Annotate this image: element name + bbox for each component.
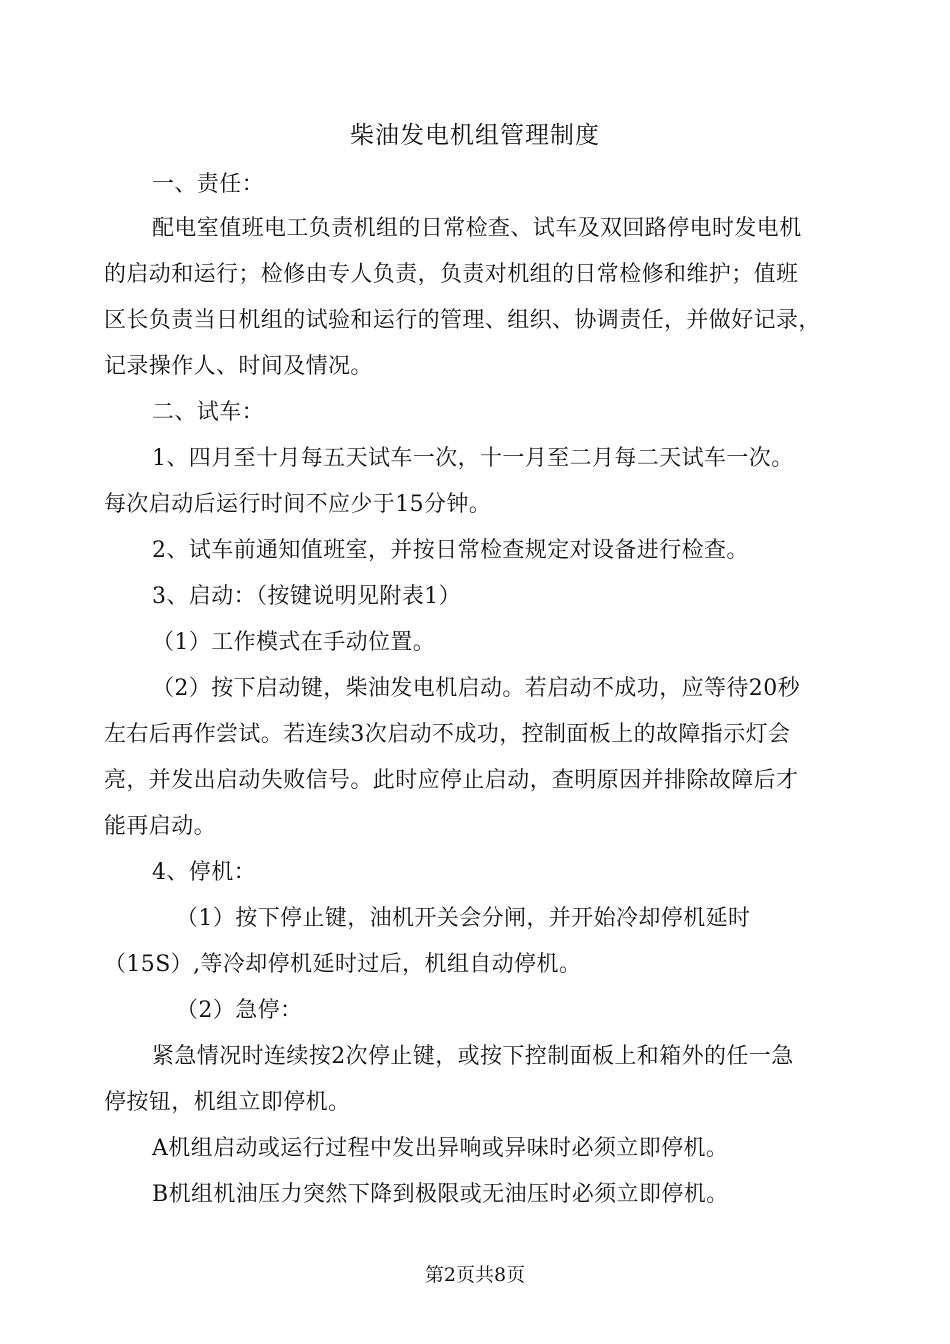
document-title: 柴油发电机组管理制度 — [350, 121, 600, 149]
paragraph-line: （1）工作模式在手动位置。 — [152, 630, 436, 655]
section-heading-shutdown: 4、停机： — [152, 860, 256, 885]
paragraph-line: （15S）,等冷却停机延时过后，机组自动停机。 — [104, 952, 582, 977]
paragraph-line: 区长负责当日机组的试验和运行的管理、组织、协调责任，并做好记录， — [104, 308, 821, 333]
paragraph-line: 紧急情况时连续按2次停止键，或按下控制面板上和箱外的任一急 — [152, 1044, 794, 1069]
paragraph-line: 记录操作人、时间及情况。 — [104, 354, 373, 379]
section-heading-responsibility: 一、责任： — [152, 172, 265, 197]
paragraph-line: 1、四月至十月每五天试车一次，十一月至二月每二天试车一次。 — [152, 446, 794, 471]
paragraph-line: （2）急停： — [176, 998, 303, 1023]
paragraph-line: 左右后再作尝试。若连续3次启动不成功，控制面板上的故障指示灯会 — [104, 722, 791, 747]
paragraph-line: 配电室值班电工负责机组的日常检查、试车及双回路停电时发电机 — [152, 216, 802, 241]
paragraph-line: B机组机油压力突然下降到极限或无油压时必须立即停机。 — [152, 1182, 729, 1207]
paragraph-line: 3、启动：（按键说明见附表1） — [152, 584, 461, 609]
paragraph-line: 每次启动后运行时间不应少于15分钟。 — [104, 492, 492, 517]
paragraph-line: 停按钮，机组立即停机。 — [104, 1090, 351, 1115]
paragraph-line: 能再启动。 — [104, 814, 217, 839]
paragraph-line: A机组启动或运行过程中发出异响或异味时必须立即停机。 — [152, 1136, 729, 1161]
page-number-footer: 第2页共8页 — [424, 1264, 526, 1286]
paragraph-line: 的启动和运行；检修由专人负责，负责对机组的日常检修和维护；值班 — [104, 262, 799, 287]
paragraph-line: （2）按下启动键，柴油发电机启动。若启动不成功，应等待20秒 — [152, 676, 800, 701]
paragraph-line: （1）按下停止键，油机开关会分闸，并开始冷却停机延时 — [176, 906, 751, 931]
paragraph-line: 亮，并发出启动失败信号。此时应停止启动，查明原因并排除故障后才 — [104, 768, 799, 793]
section-heading-test-run: 二、试车： — [152, 400, 265, 425]
paragraph-line: 2、试车前通知值班室，并按日常检查规定对设备进行检查。 — [152, 538, 749, 563]
